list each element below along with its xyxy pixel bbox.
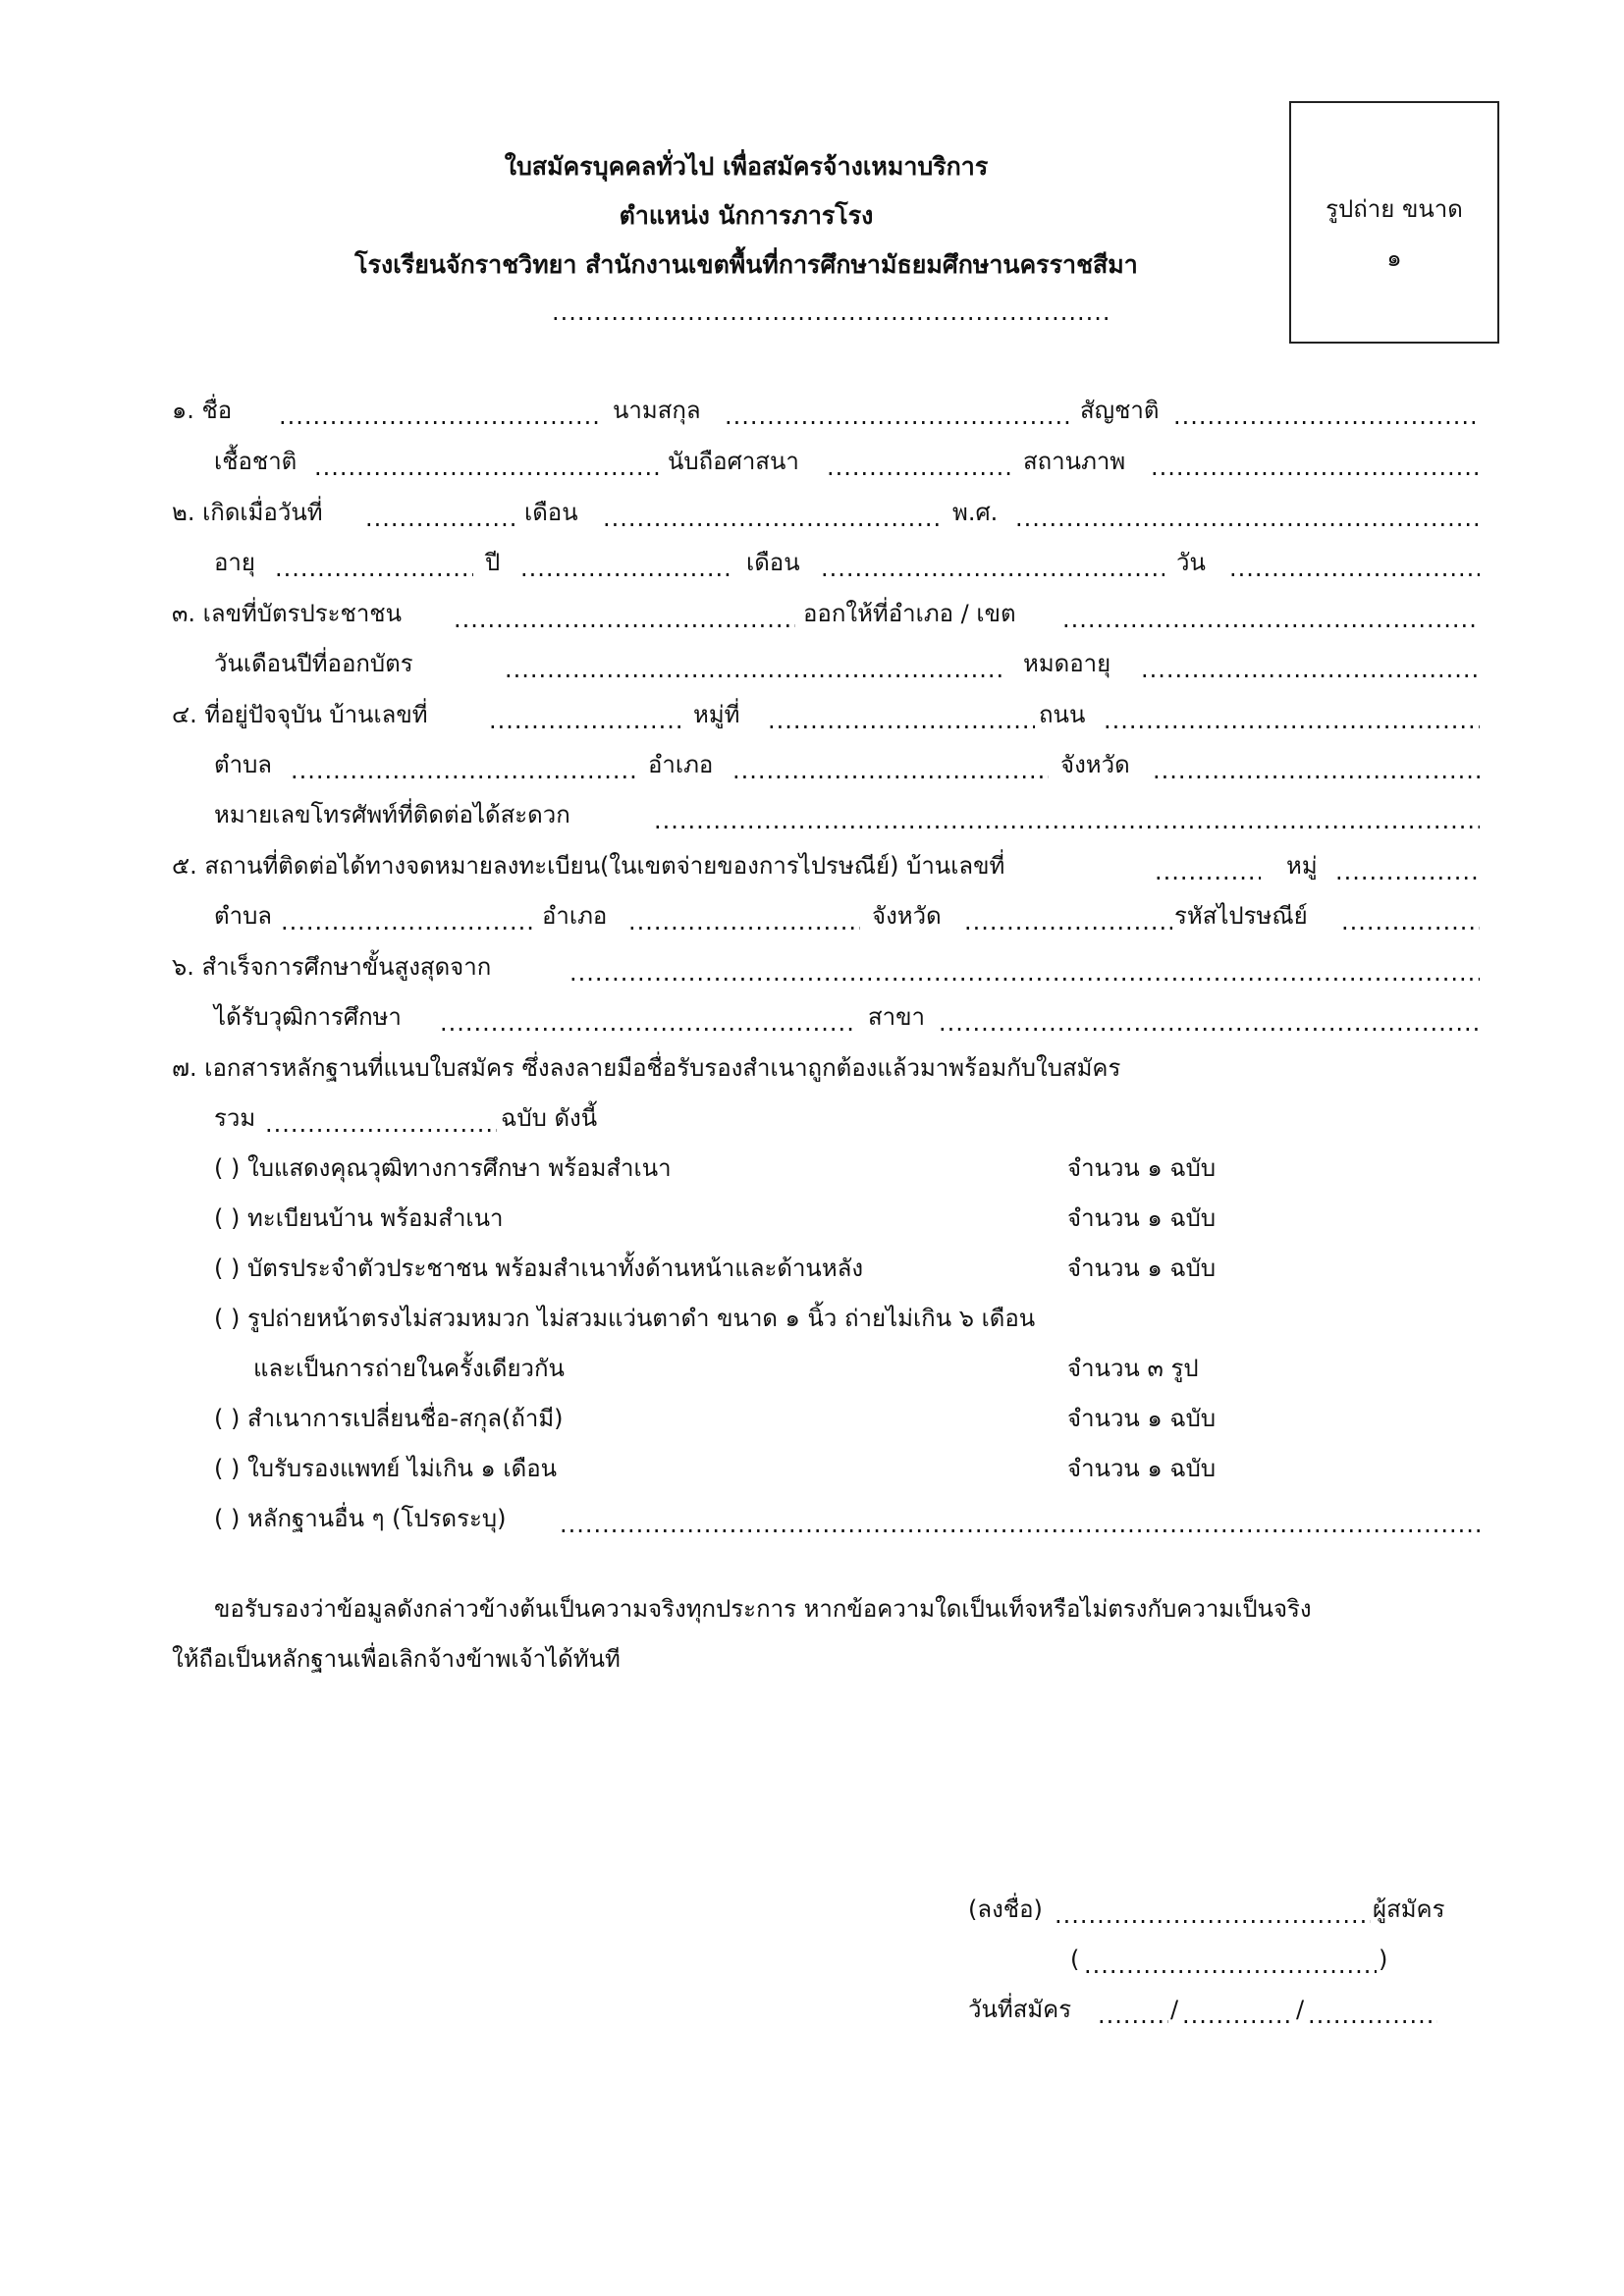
- field-total-docs[interactable]: [265, 1112, 497, 1136]
- doc-qty-id-card: จำนวน ๑ ฉบับ: [1067, 1255, 1217, 1282]
- doc-item-id-card[interactable]: ( ) บัตรประจำตัวประชาชน พร้อมสำเนาทั้งด้านหน้าและด้านหลัง: [214, 1255, 864, 1282]
- doc-item-photo[interactable]: ( ) รูปถ่ายหน้าตรงไม่สวมหมวก ไม่สวมแว่นตาดำ ขนาด ๑ นิ้ว ถ่ายไม่เกิน ๖ เดือน: [214, 1305, 1036, 1332]
- sign-suffix: ผู้สมัคร: [1373, 1896, 1445, 1923]
- label-total-suffix: ฉบับ ดังนี้: [501, 1104, 598, 1132]
- label-major: สาขา: [868, 1003, 926, 1031]
- label-issue-date: วันเดือนปีที่ออกบัตร: [214, 650, 413, 677]
- field-born-day[interactable]: [365, 507, 514, 530]
- field-born-month[interactable]: [603, 507, 941, 530]
- field-phone[interactable]: [654, 809, 1480, 832]
- date-sep-1: /: [1170, 1996, 1179, 2023]
- field-name[interactable]: [279, 404, 601, 428]
- field-date-day[interactable]: [1098, 2003, 1168, 2027]
- label-expire: หมดอายุ: [1023, 650, 1111, 677]
- field-mail-province[interactable]: [964, 910, 1172, 934]
- label-name: ๑. ชื่อ: [172, 397, 233, 424]
- name-close-paren: ): [1379, 1946, 1388, 1973]
- field-age-day[interactable]: [821, 557, 1164, 580]
- date-sep-2: /: [1296, 1996, 1305, 2023]
- label-documents: ๗. เอกสารหลักฐานที่แนบใบสมัคร ซึ่งลงลายมือชื่อรับรองสำเนาถูกต้องแล้วมาพร้อมกับใบสมัคร: [172, 1054, 1121, 1082]
- header-blank-line[interactable]: [552, 300, 1110, 324]
- field-other-docs[interactable]: [560, 1513, 1480, 1536]
- doc-item-medical[interactable]: ( ) ใบรับรองแพทย์ ไม่เกิน ๑ เดือน: [214, 1455, 558, 1482]
- form-title: ใบสมัครบุคคลทั่วไป เพื่อสมัครจ้างเหมาบริการ: [504, 152, 989, 181]
- label-religion: นับถือศาสนา: [668, 448, 799, 475]
- field-tambon[interactable]: [291, 759, 636, 782]
- label-phone: หมายเลขโทรศัพท์ที่ติดต่อได้สะดวก: [214, 801, 570, 828]
- field-issue-date[interactable]: [505, 658, 1003, 681]
- label-nationality: สัญชาติ: [1080, 397, 1160, 424]
- label-born: ๒. เกิดเมื่อวันที่: [172, 499, 323, 526]
- certification-line2: ให้ถือเป็นหลักฐานเพื่อเลิกจ้างข้าพเจ้าได้ทันที: [172, 1645, 621, 1673]
- field-age-month[interactable]: [520, 557, 732, 580]
- field-mail-moo[interactable]: [1335, 860, 1480, 883]
- field-date-month[interactable]: [1182, 2003, 1294, 2027]
- doc-item-other[interactable]: ( ) หลักฐานอื่น ๆ (โปรดระบุ): [214, 1505, 507, 1532]
- label-issued-at: ออกให้ที่อำเภอ / เขต: [803, 600, 1016, 627]
- field-nationality[interactable]: [1173, 404, 1480, 428]
- field-age-year[interactable]: [275, 557, 473, 580]
- field-mail-postcode[interactable]: [1341, 910, 1480, 934]
- label-born-year: พ.ศ.: [952, 499, 999, 526]
- field-major[interactable]: [939, 1011, 1480, 1035]
- field-degree[interactable]: [440, 1011, 852, 1035]
- field-expire[interactable]: [1141, 658, 1480, 681]
- photo-box: [1289, 101, 1499, 344]
- photo-box-label: รูปถ่าย ขนาด: [1326, 195, 1463, 223]
- school-title: โรงเรียนจักราชวิทยา สำนักงานเขตพื้นที่การศึกษามัธยมศึกษานครราชสีมา: [354, 250, 1138, 279]
- label-amphoe: อำเภอ: [648, 751, 714, 778]
- label-race: เชื้อชาติ: [214, 448, 298, 475]
- label-mail-postcode: รหัสไปรษณีย์: [1174, 902, 1308, 930]
- label-status: สถานภาพ: [1023, 448, 1126, 475]
- label-surname: นามสกุล: [613, 397, 701, 424]
- doc-qty-transcript: จำนวน ๑ ฉบับ: [1067, 1154, 1217, 1182]
- label-moo: หมู่ที่: [693, 701, 740, 728]
- label-address: ๔. ที่อยู่ปัจจุบัน บ้านเลขที่: [172, 701, 428, 728]
- field-house-no[interactable]: [489, 709, 681, 732]
- label-mail-address: ๕. สถานที่ติดต่อได้ทางจดหมายลงทะเบียน(ในเขตจ่ายของการไปรษณีย์) บ้านเลขที่: [172, 852, 1005, 880]
- label-total-prefix: รวม: [214, 1104, 256, 1132]
- label-road: ถนน: [1039, 701, 1086, 728]
- doc-qty-medical: จำนวน ๑ ฉบับ: [1067, 1455, 1217, 1482]
- label-mail-tambon: ตำบล: [214, 902, 273, 930]
- label-education: ๖. สำเร็จการศึกษาขั้นสูงสุดจาก: [172, 953, 492, 981]
- field-signature[interactable]: [1055, 1903, 1371, 1927]
- field-religion[interactable]: [827, 455, 1015, 479]
- label-degree: ได้รับวุฒิการศึกษา: [214, 1003, 402, 1031]
- name-open-paren: (: [1070, 1946, 1080, 1973]
- label-age: อายุ: [214, 549, 255, 576]
- doc-qty-house-reg: จำนวน ๑ ฉบับ: [1067, 1204, 1217, 1232]
- position-title: ตำแหน่ง นักการภารโรง: [619, 201, 874, 230]
- photo-box-size: ๑: [1386, 244, 1402, 272]
- doc-item-house-reg[interactable]: ( ) ทะเบียนบ้าน พร้อมสำเนา: [214, 1204, 504, 1232]
- label-age-day: วัน: [1176, 549, 1206, 576]
- label-age-year: ปี: [485, 549, 501, 576]
- field-date-year[interactable]: [1308, 2003, 1437, 2027]
- certification-line1: ขอรับรองว่าข้อมูลดังกล่าวข้างต้นเป็นความจริงทุกประการ หากข้อความใดเป็นเท็จหรือไม่ตรงกับความเป็นจริง: [214, 1595, 1312, 1623]
- field-education[interactable]: [569, 961, 1480, 985]
- field-age-extra[interactable]: [1229, 557, 1480, 580]
- label-age-month: เดือน: [746, 549, 800, 576]
- field-race[interactable]: [314, 455, 660, 479]
- label-mail-province: จังหวัด: [872, 902, 942, 930]
- field-amphoe[interactable]: [732, 759, 1049, 782]
- field-id-card[interactable]: [454, 608, 795, 631]
- label-mail-amphoe: อำเภอ: [542, 902, 608, 930]
- doc-qty-photo: จำนวน ๓ รูป: [1067, 1355, 1199, 1382]
- label-id-card: ๓. เลขที่บัตรประชาชน: [172, 600, 402, 627]
- doc-item-name-change[interactable]: ( ) สำเนาการเปลี่ยนชื่อ-สกุล(ถ้ามี): [214, 1405, 564, 1432]
- field-printed-name[interactable]: [1084, 1953, 1377, 1977]
- date-label: วันที่สมัคร: [968, 1996, 1072, 2023]
- field-mail-amphoe[interactable]: [628, 910, 860, 934]
- field-mail-tambon[interactable]: [281, 910, 532, 934]
- doc-item-transcript[interactable]: ( ) ใบแสดงคุณวุฒิทางการศึกษา พร้อมสำเนา: [214, 1154, 672, 1182]
- label-tambon: ตำบล: [214, 751, 273, 778]
- field-status[interactable]: [1151, 455, 1480, 479]
- label-province: จังหวัด: [1060, 751, 1130, 778]
- field-road[interactable]: [1104, 709, 1480, 732]
- field-mail-house-no[interactable]: [1155, 860, 1261, 883]
- field-province[interactable]: [1153, 759, 1480, 782]
- field-issued-at[interactable]: [1062, 608, 1480, 631]
- label-born-month: เดือน: [524, 499, 578, 526]
- field-moo[interactable]: [768, 709, 1035, 732]
- sign-prefix: (ลงชื่อ): [968, 1896, 1043, 1923]
- field-born-year[interactable]: [1015, 507, 1480, 530]
- doc-qty-name-change: จำนวน ๑ ฉบับ: [1067, 1405, 1217, 1432]
- doc-item-photo-cont: และเป็นการถ่ายในครั้งเดียวกัน: [253, 1355, 565, 1382]
- field-surname[interactable]: [725, 404, 1070, 428]
- label-mail-moo: หมู่: [1286, 852, 1318, 880]
